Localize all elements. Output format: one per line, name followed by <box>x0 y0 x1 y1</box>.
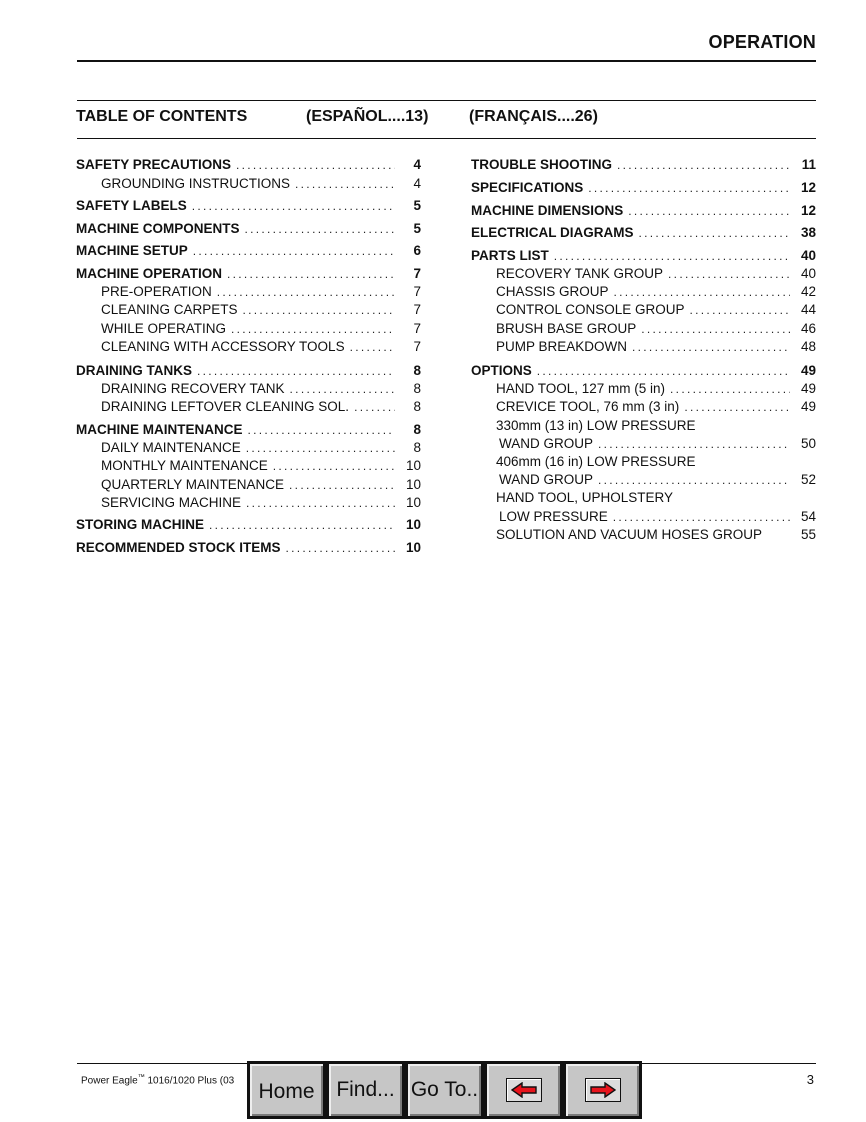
toc-bottom-rule <box>77 138 816 139</box>
header-rule <box>77 60 816 62</box>
toc-dot-leader <box>273 457 395 475</box>
toc-dot-leader <box>243 301 395 319</box>
toc-entry-label: HAND TOOL, UPHOLSTERY <box>496 490 674 506</box>
toc-entry[interactable] <box>76 283 421 301</box>
toc-entry-label: PUMP BREAKDOWN <box>496 338 628 354</box>
toc-entry-label: SOLUTION AND VACUUM HOSES GROUP <box>496 526 763 542</box>
toc-dot-leader <box>192 197 395 215</box>
toc-entry-page: 8 <box>413 399 421 415</box>
toc-entry-label: WHILE OPERATING <box>101 320 227 336</box>
toc-dot-leader <box>641 320 790 338</box>
toc-entry[interactable] <box>471 247 816 265</box>
toc-entry[interactable] <box>471 471 816 489</box>
home-button[interactable]: Home <box>247 1061 326 1119</box>
toc-dot-leader <box>670 380 790 398</box>
toc-dot-leader <box>286 539 395 557</box>
toc-entry-label: SAFETY PRECAUTIONS <box>76 157 232 173</box>
toc-dot-leader <box>231 320 395 338</box>
toc-entry-page: 10 <box>405 539 421 555</box>
toc-left-column <box>76 152 421 557</box>
toc-dot-leader <box>289 476 395 494</box>
toc-entry-label: CONTROL CONSOLE GROUP <box>496 302 685 318</box>
toc-entry[interactable] <box>471 417 816 435</box>
toc-entry[interactable] <box>76 320 421 338</box>
toc-entry-label: MACHINE COMPONENTS <box>76 220 240 236</box>
toc-dot-leader <box>227 265 395 283</box>
toc-entry[interactable] <box>471 179 816 197</box>
toc-entry-label: GROUNDING INSTRUCTIONS <box>101 175 290 191</box>
toc-entry-page: 5 <box>413 198 421 214</box>
toc-entry-label: CHASSIS GROUP <box>496 284 609 300</box>
toc-entry-page: 52 <box>800 472 816 488</box>
toc-entry-page: 7 <box>413 302 421 318</box>
toc-entry[interactable] <box>76 476 421 494</box>
toc-dot-leader <box>245 220 395 238</box>
toc-dot-leader <box>554 247 790 265</box>
find-button[interactable]: Find... <box>326 1061 405 1119</box>
toc-entry-page: 4 <box>413 157 421 173</box>
toc-dot-leader <box>290 380 395 398</box>
toc-entry-page: 8 <box>413 421 421 437</box>
toc-dot-leader <box>246 439 395 457</box>
toc-dot-leader <box>350 338 395 356</box>
toc-entry-page: 8 <box>413 440 421 456</box>
toc-entry[interactable] <box>76 242 421 260</box>
toc-entry-label: DRAINING TANKS <box>76 362 192 378</box>
toc-entry-label: MACHINE DIMENSIONS <box>471 202 624 218</box>
toc-entry-label: CLEANING WITH ACCESSORY TOOLS <box>101 338 345 354</box>
toc-entry-label: QUARTERLY MAINTENANCE <box>101 476 285 492</box>
toc-dot-leader <box>209 516 395 534</box>
footer-product-name: Power Eagle <box>81 1075 138 1087</box>
toc-entry[interactable] <box>471 338 816 356</box>
toc-dot-leader <box>668 265 790 283</box>
toc-entry-page: 44 <box>800 302 816 318</box>
toc-entry[interactable] <box>471 362 816 380</box>
toc-entry-label: MACHINE OPERATION <box>76 265 223 281</box>
toc-dot-leader <box>613 508 790 526</box>
toc-entry-page: 8 <box>413 381 421 397</box>
toc-entry-label: SPECIFICATIONS <box>471 179 584 195</box>
toc-entry-page: 11 <box>801 157 816 173</box>
toc-entry-label: HAND TOOL, 127 mm (5 in) <box>496 381 666 397</box>
toc-entry-label: DRAINING RECOVERY TANK <box>101 381 285 397</box>
toc-dot-leader <box>628 202 790 220</box>
toc-right-column <box>471 152 816 544</box>
toc-title: TABLE OF CONTENTS <box>76 108 248 125</box>
toc-entry-label: TROUBLE SHOOTING <box>471 157 612 173</box>
toc-entry-page: 49 <box>800 381 816 397</box>
toc-entry-label: SAFETY LABELS <box>76 198 187 214</box>
toc-entry[interactable] <box>471 320 816 338</box>
toc-entry-page: 7 <box>413 284 421 300</box>
toc-entry[interactable] <box>76 398 421 416</box>
toc-dot-leader <box>614 283 790 301</box>
toc-entry[interactable] <box>76 156 421 174</box>
toc-entry-label: SERVICING MACHINE <box>101 494 242 510</box>
toc-entry-label: PARTS LIST <box>471 247 549 263</box>
toc-entry[interactable] <box>76 362 421 380</box>
toc-spanish-link[interactable]: (ESPAÑOL....13) <box>306 108 429 125</box>
previous-page-button[interactable] <box>484 1061 563 1119</box>
toc-entry-label: MACHINE MAINTENANCE <box>76 421 243 437</box>
toc-entry[interactable] <box>76 301 421 319</box>
toc-entry-label: OPTIONS <box>471 362 532 378</box>
toc-entry-page: 38 <box>800 225 816 241</box>
goto-button[interactable]: Go To.. <box>405 1061 484 1119</box>
toc-entry-page: 7 <box>413 265 421 281</box>
toc-entry-page: 49 <box>800 362 816 378</box>
toc-entry-page: 10 <box>405 494 421 510</box>
toc-dot-leader <box>684 398 790 416</box>
toc-entry-page: 10 <box>405 476 421 492</box>
toc-entry[interactable] <box>76 265 421 283</box>
toc-entry-page: 54 <box>800 508 816 524</box>
toc-entry[interactable] <box>471 301 816 319</box>
toc-dot-leader <box>598 435 790 453</box>
toc-dot-leader <box>632 338 790 356</box>
toc-entry-label: PRE-OPERATION <box>101 284 212 300</box>
toc-entry-page: 12 <box>800 179 816 195</box>
toc-entry[interactable] <box>76 338 421 356</box>
toc-dot-leader <box>598 471 790 489</box>
toc-entry-page: 7 <box>413 338 421 354</box>
trademark-symbol: ™ <box>137 1074 145 1081</box>
toc-entry[interactable] <box>471 508 816 526</box>
toc-entry-label: MONTHLY MAINTENANCE <box>101 458 268 474</box>
toc-dot-leader <box>639 224 790 242</box>
page-number: 3 <box>806 1072 814 1087</box>
toc-entry[interactable] <box>471 156 816 174</box>
toc-entry-label: 406mm (16 in) LOW PRESSURE <box>496 454 696 469</box>
right-arrow-shape <box>591 1083 615 1097</box>
toc-entry-label: STORING MACHINE <box>76 517 205 533</box>
toc-entry[interactable] <box>471 265 816 283</box>
toc-entry-label: DRAINING LEFTOVER CLEANING SOL. <box>101 399 350 415</box>
toc-entry-page: 42 <box>800 284 816 300</box>
footer-model: 1016/1020 Plus (03 <box>147 1075 235 1087</box>
toc-dot-leader <box>617 156 790 174</box>
toc-dot-leader <box>197 362 395 380</box>
toc-entry-page: 6 <box>413 243 421 259</box>
toc-entry[interactable] <box>471 380 816 398</box>
toc-entry-page: 10 <box>405 458 421 474</box>
toc-dot-leader <box>217 283 395 301</box>
toc-entry-label: RECOMMENDED STOCK ITEMS <box>76 539 281 555</box>
toc-entry-label: 330mm (13 in) LOW PRESSURE <box>496 417 696 433</box>
toc-entry[interactable] <box>471 398 816 416</box>
right-arrow-icon <box>585 1078 621 1102</box>
toc-entry[interactable] <box>76 457 421 475</box>
toc-entry-label: BRUSH BASE GROUP <box>496 320 637 336</box>
left-arrow-shape <box>512 1083 536 1097</box>
toc-entry-page: 7 <box>413 320 421 336</box>
toc-entry[interactable] <box>471 224 816 242</box>
toc-dot-leader <box>193 242 395 260</box>
next-page-button[interactable] <box>563 1061 642 1119</box>
toc-entry-page: 8 <box>413 362 421 378</box>
toc-entry[interactable] <box>471 283 816 301</box>
toc-dot-leader <box>236 156 395 174</box>
toc-entry-page: 48 <box>800 338 816 354</box>
toc-dot-leader <box>246 494 395 512</box>
toc-entry-page: 5 <box>413 220 421 236</box>
toc-entry-page: 4 <box>413 175 421 191</box>
toc-french-link[interactable]: (FRANÇAIS....26) <box>469 108 598 125</box>
toc-entry[interactable] <box>76 220 421 238</box>
toc-entry[interactable] <box>76 421 421 439</box>
toc-entry[interactable] <box>76 197 421 215</box>
toc-entry-label: ELECTRICAL DIAGRAMS <box>471 225 634 241</box>
toc-entry-page: 49 <box>800 399 816 415</box>
toc-entry[interactable] <box>471 526 816 544</box>
toc-entry-label: WAND GROUP <box>499 435 593 451</box>
toc-entry-label: RECOVERY TANK GROUP <box>496 265 664 281</box>
toc-entry[interactable] <box>471 435 816 453</box>
toc-entry[interactable] <box>76 494 421 512</box>
toc-entry[interactable] <box>76 439 421 457</box>
footer-product <box>81 1074 249 1086</box>
toc-entry-label: LOW PRESSURE <box>499 508 608 524</box>
toc-entry[interactable] <box>76 380 421 398</box>
section-title: OPERATION <box>708 32 816 52</box>
toc-entry-page: 55 <box>800 526 816 542</box>
toc-entry-page: 50 <box>800 435 816 451</box>
toc-dot-leader <box>248 421 396 439</box>
toc-entry[interactable] <box>471 453 816 471</box>
toc-entry-page: 12 <box>800 202 816 218</box>
toc-dot-leader <box>354 398 395 416</box>
toc-dot-leader <box>295 175 395 193</box>
toc-entry-label: WAND GROUP <box>499 472 593 488</box>
toc-entry[interactable] <box>76 516 421 534</box>
toc-entry[interactable] <box>76 539 421 557</box>
toc-entry-label: CREVICE TOOL, 76 mm (3 in) <box>496 399 680 415</box>
toc-entry-label: MACHINE SETUP <box>76 243 188 259</box>
toc-entry-label: CLEANING CARPETS <box>101 302 238 318</box>
toc-dot-leader <box>588 179 790 197</box>
toc-entry-page: 46 <box>800 320 816 336</box>
toc-entry-page: 10 <box>405 517 421 533</box>
toc-entry[interactable] <box>76 175 421 193</box>
toc-entry[interactable] <box>471 202 816 220</box>
toc-entry-page: 40 <box>800 247 816 263</box>
toc-entry-label: DAILY MAINTENANCE <box>101 440 241 456</box>
toc-dot-leader <box>690 301 790 319</box>
toc-dot-leader <box>537 362 790 380</box>
toc-entry[interactable] <box>471 489 816 507</box>
toc-top-rule <box>77 100 816 101</box>
toc-entry-page: 40 <box>800 265 816 281</box>
left-arrow-icon <box>506 1078 542 1102</box>
